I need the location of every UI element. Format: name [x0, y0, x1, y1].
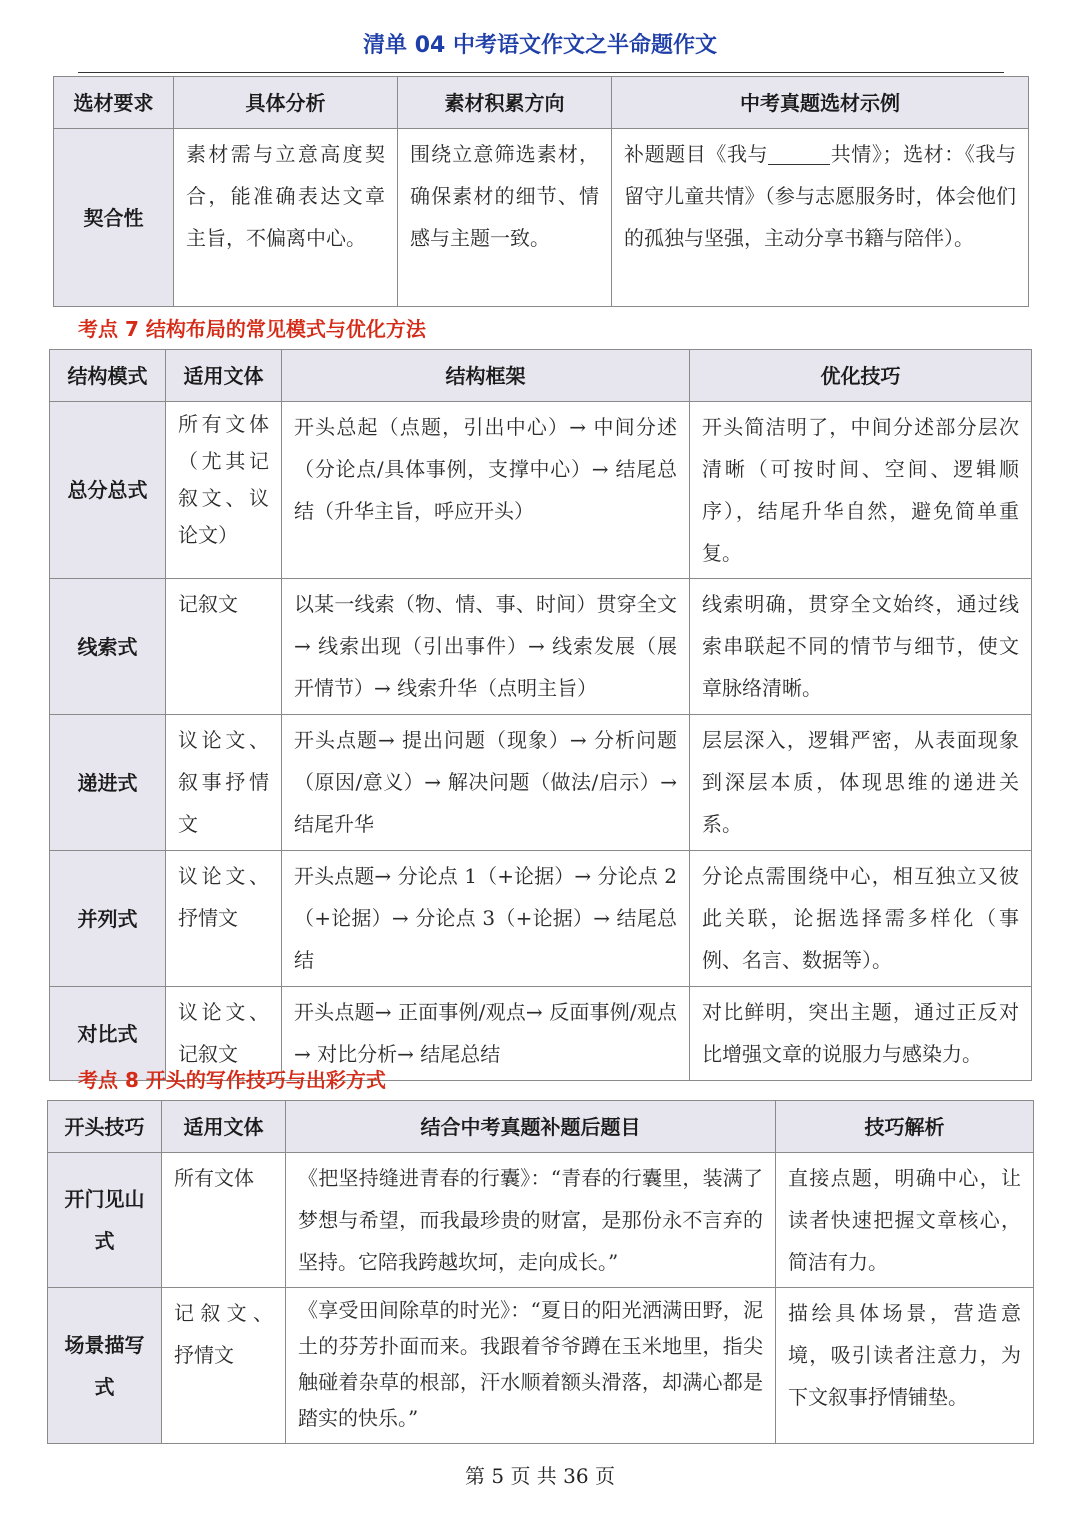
framework-cell: 以某一线索（物、情、事、时间）贯穿全文→ 线索出现（引出事件）→ 线索发展（展开情节）→ 线索升华（点明主旨） [282, 579, 690, 715]
table-row [50, 402, 1032, 579]
genre-cell: 记叙文、抒情文 [162, 1288, 286, 1444]
genre-cell: 议论文、抒情文 [166, 851, 282, 987]
table-row [48, 1288, 1034, 1444]
direction-cell: 围绕立意筛选素材，确保素材的细节、情感与主题一致。 [398, 129, 612, 307]
fill-in-blank [768, 145, 830, 165]
structure-layout-table [49, 349, 1032, 1081]
tips-cell: 层层深入，逻辑严密，从表面现象到深层本质，体现思维的递进关系。 [690, 715, 1032, 851]
header-cell: 结构框架 [282, 350, 690, 402]
title-divider [78, 72, 1004, 73]
technique-cell: 开门见山式 [48, 1153, 162, 1288]
example-cell: 《享受田间除草的时光》：“夏日的阳光洒满田野，泥土的芬芳扑面而来。我跟着爷爷蹲在玉米地里，指尖触碰着杂草的根部，汗水顺着额头滑落，却满心都是踏实的快乐。” [286, 1288, 776, 1444]
example-text-end: 共情》；选材：《我与留守儿童共情》（参与志愿服务时，体会他们的孤独与坚强，主动分享书籍与陪伴）。 [624, 142, 1017, 250]
mode-cell: 并列式 [50, 851, 166, 987]
header-cell: 结合中考真题补题后题目 [286, 1101, 776, 1153]
framework-cell: 开头点题→ 分论点 1（+论据）→ 分论点 2（+论据）→ 分论点 3（+论据）→ 结尾总结 [282, 851, 690, 987]
genre-cell: 所有文体（尤其记叙文、议论文） [166, 402, 282, 579]
framework-cell: 开头总起（点题，引出中心）→ 中间分述（分论点/具体事例，支撑中心）→ 结尾总结（升华主旨，呼应开头） [282, 402, 690, 579]
analysis-cell: 素材需与立意高度契合，能准确表达文章主旨，不偏离中心。 [174, 129, 398, 307]
tips-cell: 分论点需围绕中心，相互独立又彼此关联，论据选择需多样化（事例、名言、数据等）。 [690, 851, 1032, 987]
example-cell: 《把坚持缝进青春的行囊》：“青春的行囊里，装满了梦想与希望，而我最珍贵的财富，是那份永不言弃的坚持。它陪我跨越坎坷，走向成长。” [286, 1153, 776, 1288]
genre-cell: 议论文、记叙文 [166, 987, 282, 1081]
genre-cell: 记叙文 [166, 579, 282, 715]
page-number: 第 5 页 共 36 页 [465, 1464, 615, 1488]
opening-techniques-table [47, 1100, 1034, 1444]
material-selection-table [53, 76, 1029, 307]
table-row [50, 851, 1032, 987]
tips-cell: 线索明确，贯穿全文始终，通过线索串联起不同的情节与细节，使文章脉络清晰。 [690, 579, 1032, 715]
header-cell: 选材要求 [54, 77, 174, 129]
example-cell [612, 129, 1029, 307]
tips-cell: 对比鲜明，突出主题，通过正反对比增强文章的说服力与感染力。 [690, 987, 1032, 1081]
header-cell: 适用文体 [162, 1101, 286, 1153]
row-label: 契合性 [54, 129, 174, 307]
table-row [50, 715, 1032, 851]
section-heading-8: 考点 8 开头的写作技巧与出彩方式 [78, 1068, 386, 1092]
mode-cell: 递进式 [50, 715, 166, 851]
genre-cell: 所有文体 [162, 1153, 286, 1288]
header-cell: 适用文体 [166, 350, 282, 402]
mode-cell: 线索式 [50, 579, 166, 715]
section-heading-7: 考点 7 结构布局的常见模式与优化方法 [78, 317, 426, 341]
table-row [50, 579, 1032, 715]
header-cell: 开头技巧 [48, 1101, 162, 1153]
mode-cell: 总分总式 [50, 402, 166, 579]
framework-cell: 开头点题→ 正面事例/观点→ 反面事例/观点→ 对比分析→ 结尾总结 [282, 987, 690, 1081]
header-cell: 结构模式 [50, 350, 166, 402]
example-text-start: 补题题目《我与 [624, 142, 769, 166]
table-row [48, 1153, 1034, 1288]
analysis-cell: 直接点题，明确中心，让读者快速把握文章核心，简洁有力。 [776, 1153, 1034, 1288]
header-cell: 具体分析 [174, 77, 398, 129]
genre-cell: 议论文、叙事抒情文 [166, 715, 282, 851]
header-cell: 中考真题选材示例 [612, 77, 1029, 129]
tips-cell: 开头简洁明了，中间分述部分层次清晰（可按时间、空间、逻辑顺序），结尾升华自然，避免简单重复。 [690, 402, 1032, 579]
framework-cell: 开头点题→ 提出问题（现象）→ 分析问题（原因/意义）→ 解决问题（做法/启示）→ 结尾升华 [282, 715, 690, 851]
header-cell: 技巧解析 [776, 1101, 1034, 1153]
technique-cell: 场景描写式 [48, 1288, 162, 1444]
mode-cell: 对比式 [50, 987, 166, 1081]
header-cell: 素材积累方向 [398, 77, 612, 129]
analysis-cell: 描绘具体场景，营造意境，吸引读者注意力，为下文叙事抒情铺垫。 [776, 1288, 1034, 1444]
header-cell: 优化技巧 [690, 350, 1032, 402]
page-title: 清单 04 中考语文作文之半命题作文 [363, 33, 717, 58]
